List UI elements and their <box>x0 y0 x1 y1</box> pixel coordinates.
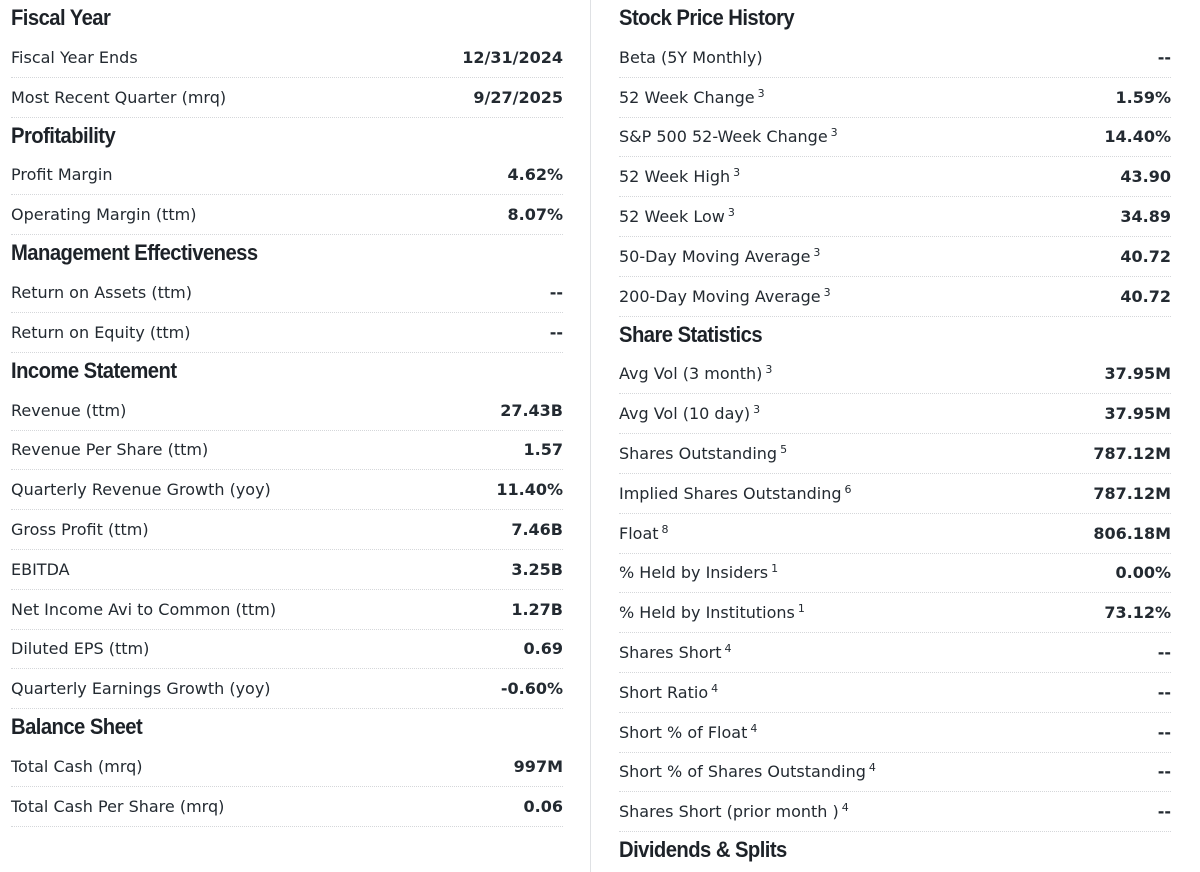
footnote-marker: 1 <box>771 562 779 576</box>
profitability-section <box>0 118 575 236</box>
row-value: 37.95M <box>1104 364 1171 384</box>
row-label: % Held by Insiders $^1$ <box>619 562 779 583</box>
section-title-stock-price-history: Stock Price History <box>619 5 795 30</box>
table-row <box>619 394 1171 434</box>
row-value: -- <box>1157 643 1171 663</box>
row-value: -- <box>1157 722 1171 742</box>
row-value: -- <box>1157 762 1171 782</box>
section-title-balance-sheet: Balance Sheet <box>11 714 143 740</box>
row-value: 12/31/2024 <box>462 47 563 67</box>
footnote-marker: 4 <box>841 801 849 815</box>
table-row <box>619 474 1171 514</box>
table-row <box>619 78 1171 118</box>
stock-price-history-section <box>608 0 1183 317</box>
table-row <box>619 673 1171 713</box>
row-label: Fiscal Year Ends <box>11 47 138 67</box>
table-row <box>11 747 563 787</box>
table-row <box>619 792 1171 832</box>
income-statement-section <box>0 353 575 709</box>
row-value: 3.25B <box>511 559 563 579</box>
column-divider <box>590 0 591 872</box>
section-title-management-effectiveness: Management Effectiveness <box>11 240 258 266</box>
footnote-marker: 3 <box>753 403 761 417</box>
footnote-marker: 3 <box>733 166 741 180</box>
row-label: Float $^8$ <box>619 522 669 543</box>
table-row <box>11 510 563 550</box>
row-value: 7.46B <box>511 520 563 540</box>
table-row <box>11 431 563 471</box>
row-label: Net Income Avi to Common (ttm) <box>11 599 277 619</box>
row-value: 1.57 <box>523 440 563 460</box>
footnote-marker: 3 <box>813 245 821 259</box>
row-value: 14.40% <box>1104 127 1171 147</box>
row-value: 27.43B <box>500 400 563 420</box>
row-value: -0.60% <box>500 679 563 699</box>
row-label: Revenue (ttm) <box>11 400 127 420</box>
table-row <box>619 197 1171 237</box>
row-value: 787.12M <box>1093 444 1171 464</box>
row-label: 52 Week High $^3$ <box>619 166 741 187</box>
table-row <box>619 434 1171 474</box>
row-label: 52 Week Change $^3$ <box>619 86 765 107</box>
row-value: -- <box>1157 802 1171 822</box>
management-effectiveness-section <box>0 235 575 353</box>
row-label: Avg Vol (10 day) $^3$ <box>619 403 761 424</box>
table-row <box>11 590 563 630</box>
row-value: 806.18M <box>1093 523 1171 543</box>
table-row <box>619 237 1171 277</box>
row-label: Return on Equity (ttm) <box>11 322 191 342</box>
row-label: % Held by Institutions $^1$ <box>619 602 805 623</box>
row-value: 4.62% <box>507 165 563 185</box>
footnote-marker: 3 <box>727 206 735 220</box>
table-row <box>11 787 563 827</box>
row-label: Total Cash (mrq) <box>11 757 143 777</box>
table-row <box>619 355 1171 395</box>
row-label: S&P 500 52-Week Change $^3$ <box>619 126 838 147</box>
footnote-marker: 4 <box>750 721 758 735</box>
row-value: 43.90 <box>1120 167 1171 187</box>
table-row <box>619 118 1171 158</box>
row-value: 9/27/2025 <box>473 87 563 107</box>
table-row <box>619 38 1171 78</box>
table-row <box>11 391 563 431</box>
row-label: Most Recent Quarter (mrq) <box>11 87 227 107</box>
footnote-marker: 3 <box>830 126 838 140</box>
footnote-marker: 3 <box>765 363 773 377</box>
row-value: 1.27B <box>511 599 563 619</box>
row-label: Short % of Float $^4$ <box>619 721 758 742</box>
footnote-marker: 3 <box>757 86 765 100</box>
row-value: 0.06 <box>523 796 563 816</box>
table-row <box>11 195 563 235</box>
section-title-income-statement: Income Statement <box>11 357 177 383</box>
footnote-marker: 4 <box>724 642 732 656</box>
row-label: Beta (5Y Monthly) <box>619 47 763 67</box>
section-title-dividends-splits: Dividends & Splits <box>619 837 787 863</box>
table-row <box>619 753 1171 793</box>
row-value: 0.69 <box>523 639 563 659</box>
row-label: Gross Profit (ttm) <box>11 520 149 540</box>
table-row <box>619 277 1171 317</box>
row-value: 0.00% <box>1115 563 1171 583</box>
row-label: Implied Shares Outstanding $^6$ <box>619 482 852 503</box>
table-row <box>11 630 563 670</box>
row-label: Revenue Per Share (ttm) <box>11 440 209 460</box>
table-row <box>619 593 1171 633</box>
table-row <box>11 273 563 313</box>
row-value: -- <box>1157 682 1171 702</box>
row-label: Operating Margin (ttm) <box>11 205 197 225</box>
row-value: 787.12M <box>1093 483 1171 503</box>
footnote-marker: 4 <box>868 761 876 775</box>
section-title-profitability: Profitability <box>11 122 116 148</box>
row-label: Quarterly Earnings Growth (yoy) <box>11 679 271 699</box>
footnote-marker: 4 <box>711 681 719 695</box>
footnote-marker: 5 <box>780 443 788 457</box>
row-value: -- <box>549 283 563 303</box>
table-row <box>619 157 1171 197</box>
row-label: EBITDA <box>11 559 70 579</box>
balance-sheet-section <box>0 709 575 827</box>
table-row <box>619 554 1171 594</box>
row-value: 73.12% <box>1104 603 1171 623</box>
table-row <box>11 38 563 78</box>
row-label: Short % of Shares Outstanding $^4$ <box>619 761 876 782</box>
row-value: -- <box>549 322 563 342</box>
row-label: Quarterly Revenue Growth (yoy) <box>11 480 271 500</box>
table-row <box>11 78 563 118</box>
right-column <box>608 0 1183 870</box>
footnote-marker: 1 <box>797 602 805 616</box>
dividends-splits-section <box>608 832 1183 870</box>
table-row <box>619 713 1171 753</box>
table-row <box>619 514 1171 554</box>
footnote-marker: 8 <box>661 522 669 536</box>
row-label: Shares Outstanding $^5$ <box>619 443 788 464</box>
row-label: Short Ratio $^4$ <box>619 681 719 702</box>
share-statistics-section <box>608 317 1183 833</box>
table-row <box>619 633 1171 673</box>
row-label: Shares Short $^4$ <box>619 642 732 663</box>
fiscal-year-section <box>0 0 575 118</box>
row-value: 34.89 <box>1120 207 1171 227</box>
footnote-marker: 3 <box>823 285 831 299</box>
row-value: 40.72 <box>1120 246 1171 266</box>
row-value: 11.40% <box>496 480 563 500</box>
row-label: Return on Assets (ttm) <box>11 283 192 303</box>
row-value: 40.72 <box>1120 286 1171 306</box>
row-value: 1.59% <box>1115 87 1171 107</box>
row-label: 50-Day Moving Average $^3$ <box>619 245 821 266</box>
row-value: -- <box>1157 47 1171 67</box>
row-label: Profit Margin <box>11 165 113 185</box>
row-value: 997M <box>513 757 563 777</box>
row-label: Total Cash Per Share (mrq) <box>11 796 225 816</box>
table-row <box>11 156 563 196</box>
table-row <box>11 470 563 510</box>
table-row <box>11 669 563 709</box>
section-title-share-statistics: Share Statistics <box>619 321 763 347</box>
row-value: 8.07% <box>507 205 563 225</box>
row-label: Diluted EPS (ttm) <box>11 639 150 659</box>
left-column <box>0 0 575 827</box>
footnote-marker: 6 <box>844 482 852 496</box>
section-title-fiscal-year: Fiscal Year <box>11 5 111 30</box>
row-label: 52 Week Low $^3$ <box>619 206 735 227</box>
table-row <box>11 550 563 590</box>
row-label: Shares Short (prior month ) $^4$ <box>619 801 849 822</box>
table-row <box>11 313 563 353</box>
row-label: Avg Vol (3 month) $^3$ <box>619 363 773 384</box>
row-value: 37.95M <box>1104 404 1171 424</box>
row-label: 200-Day Moving Average $^3$ <box>619 285 831 306</box>
